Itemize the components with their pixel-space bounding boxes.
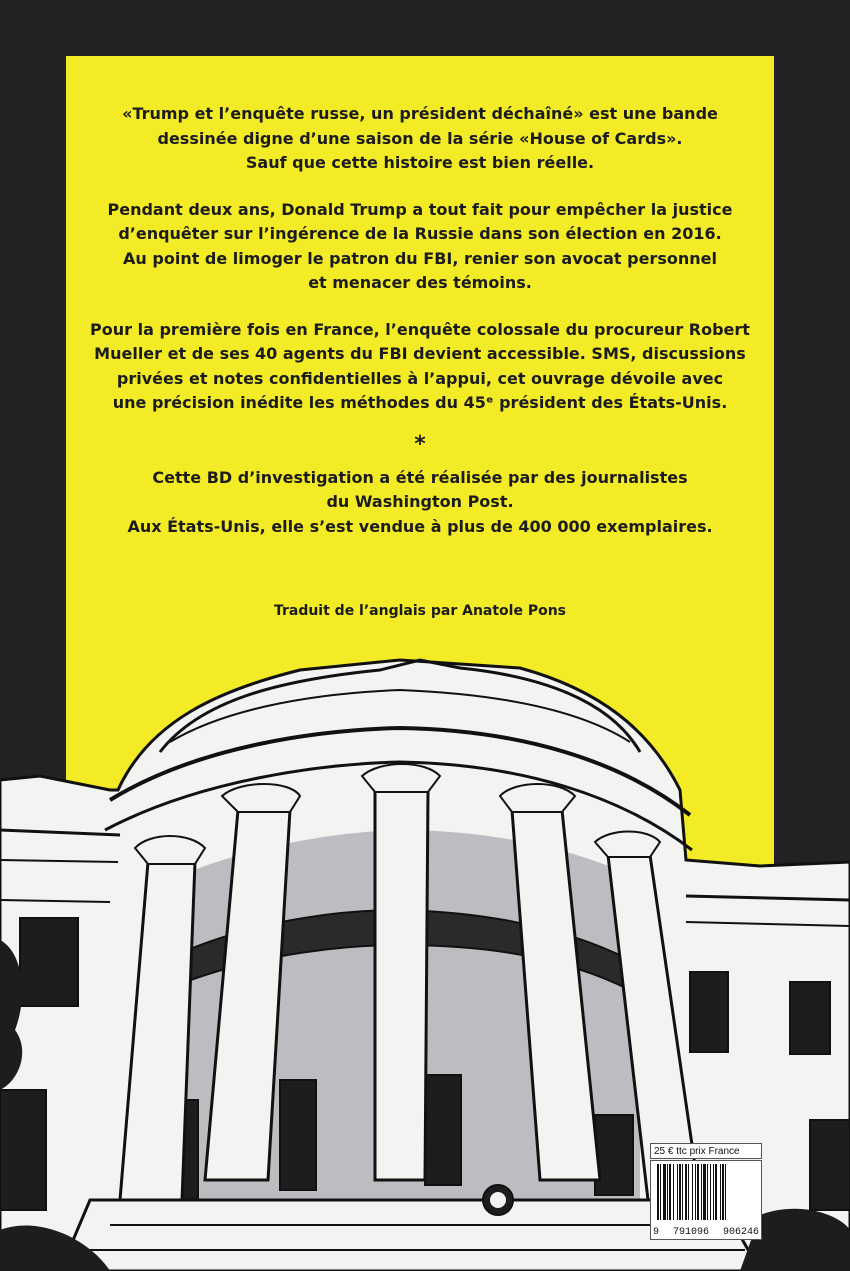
blurb-line: privées et notes confidentielles à l’appui, cet ouvrage dévoile avec xyxy=(116,368,724,388)
isbn-barcode xyxy=(650,1160,762,1240)
barcode-bar xyxy=(685,1164,687,1220)
barcode-bar xyxy=(703,1164,706,1220)
barcode-bar xyxy=(663,1164,666,1220)
separator-asterisk: * xyxy=(414,431,426,457)
barcode-bars xyxy=(655,1164,759,1222)
blurb-line: du Washington Post. xyxy=(326,492,514,511)
barcode-bar xyxy=(715,1164,717,1220)
barcode-bar xyxy=(669,1164,671,1220)
blurb-line: d’enquêter sur l’ingérence de la Russie dans son élection en 2016. xyxy=(118,224,722,243)
barcode-bar xyxy=(660,1164,661,1220)
blurb-line: Au point de limoger le patron du FBI, renier son avocat personnel xyxy=(123,248,717,268)
blurb-line: Sauf que cette histoire est bien réelle. xyxy=(245,153,595,172)
isbn-group-1: 791096 xyxy=(672,1227,709,1238)
barcode-bar xyxy=(677,1164,678,1220)
barcode-bar xyxy=(701,1164,702,1220)
barcode-bar xyxy=(710,1164,711,1220)
blurb-line: et menacer des témoins. xyxy=(308,273,532,292)
barcode-bar xyxy=(682,1164,683,1220)
blurb-line: Cette BD d’investigation a été réalisée par des journalistes xyxy=(152,467,688,487)
barcode-bar xyxy=(657,1164,659,1220)
barcode-bar xyxy=(667,1164,668,1220)
isbn-prefix: 9 xyxy=(653,1227,660,1238)
barcode-bar xyxy=(707,1164,708,1220)
barcode-bar xyxy=(673,1164,674,1220)
barcode-bar xyxy=(725,1164,726,1220)
barcode-bar xyxy=(688,1164,689,1220)
barcode-digits xyxy=(653,1227,759,1238)
blurb-line: Aux États-Unis, elle s’est vendue à plus de 400 000 exemplaires. xyxy=(127,516,713,536)
price-label: 25 € ttc prix France xyxy=(650,1143,762,1159)
blurb-line: Pendant deux ans, Donald Trump a tout fait pour empêcher la justice xyxy=(107,199,733,219)
blurb-line: Mueller et de ses 40 agents du FBI devient accessible. SMS, discussions xyxy=(94,344,746,363)
blurb-line: dessinée digne d’une saison de la série «House of Cards». xyxy=(157,128,683,148)
blurb-line: Pour la première fois en France, l’enquête colossale du procureur Robert xyxy=(90,319,750,339)
barcode-bar xyxy=(692,1164,693,1220)
barcode-bar xyxy=(720,1164,721,1220)
translator-credit: Traduit de l’anglais par Anatole Pons xyxy=(273,603,567,619)
isbn-group-2: 906246 xyxy=(722,1227,759,1238)
blurb-line: «Trump et l’enquête russe, un président déchaîné» est une bande xyxy=(122,104,718,123)
barcode-bar xyxy=(695,1164,696,1220)
barcode-bar xyxy=(697,1164,699,1220)
barcode-bar xyxy=(713,1164,714,1220)
barcode-bar xyxy=(722,1164,724,1220)
barcode-bar xyxy=(679,1164,681,1220)
blurb-line: une précision inédite les méthodes du 45ᵉ président des États-Unis. xyxy=(112,393,728,412)
